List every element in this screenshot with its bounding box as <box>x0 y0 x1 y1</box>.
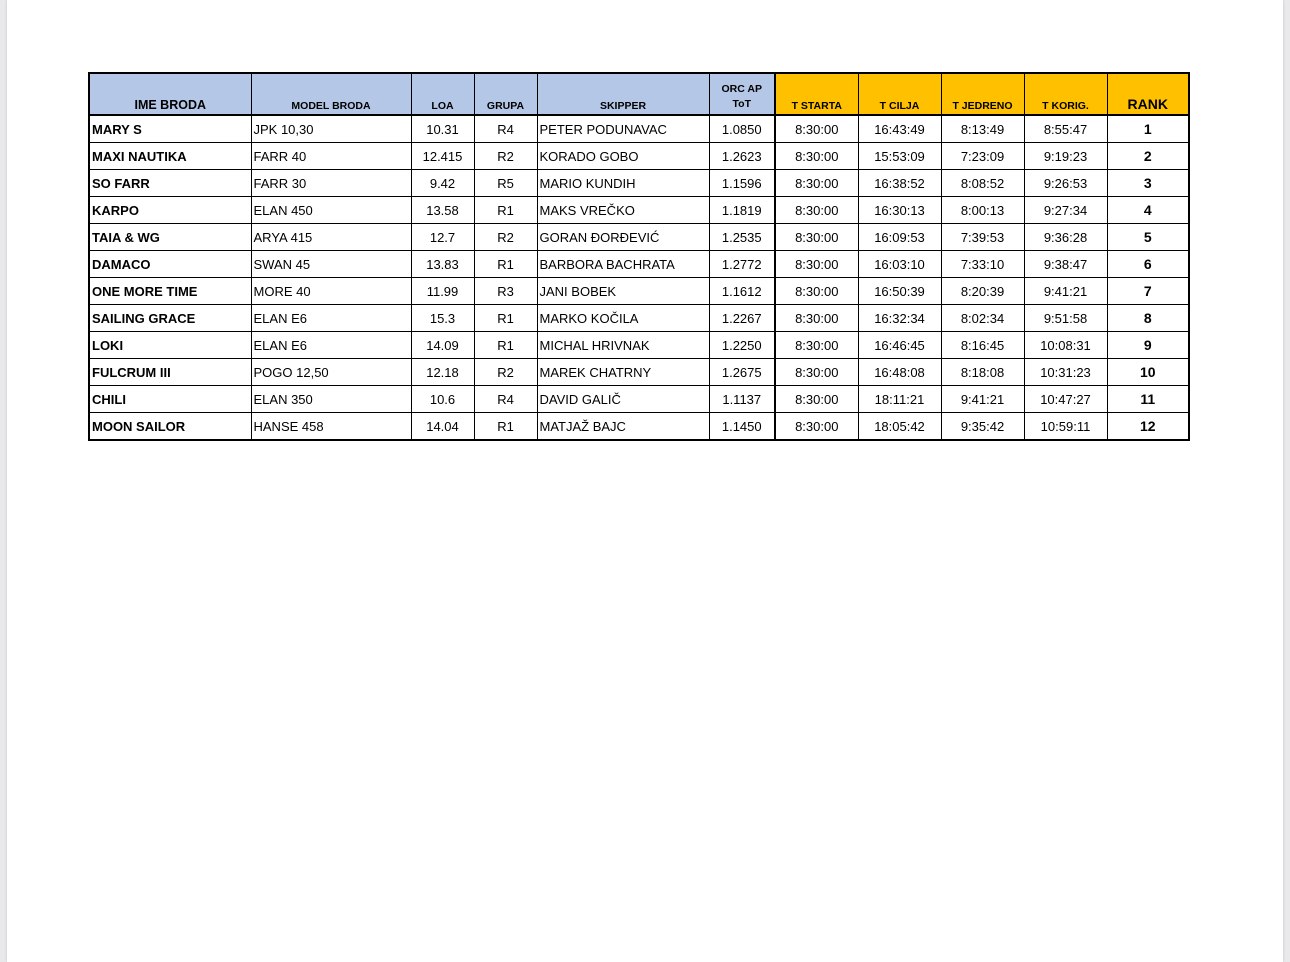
cell-t-korig: 10:08:31 <box>1024 332 1107 359</box>
cell-loa: 10.6 <box>411 386 474 413</box>
table-row <box>89 332 1189 359</box>
table-row <box>89 305 1189 332</box>
cell-t-korig: 9:51:58 <box>1024 305 1107 332</box>
cell-rank: 1 <box>1107 115 1189 143</box>
cell-t-cilja: 16:46:45 <box>858 332 941 359</box>
cell-boat-model: JPK 10,30 <box>251 115 411 143</box>
cell-boat-name: FULCRUM III <box>89 359 251 386</box>
table-row <box>89 251 1189 278</box>
cell-rank: 8 <box>1107 305 1189 332</box>
cell-t-cilja: 16:43:49 <box>858 115 941 143</box>
cell-t-jedreno: 7:23:09 <box>941 143 1024 170</box>
cell-grupa: R2 <box>474 143 537 170</box>
cell-t-starta: 8:30:00 <box>775 197 858 224</box>
cell-t-cilja: 18:11:21 <box>858 386 941 413</box>
cell-boat-name: SO FARR <box>89 170 251 197</box>
cell-t-jedreno: 8:13:49 <box>941 115 1024 143</box>
cell-rank: 10 <box>1107 359 1189 386</box>
cell-t-korig: 9:26:53 <box>1024 170 1107 197</box>
cell-t-starta: 8:30:00 <box>775 386 858 413</box>
table-row <box>89 386 1189 413</box>
header-rank: RANK <box>1107 73 1189 115</box>
cell-boat-model: ARYA 415 <box>251 224 411 251</box>
cell-t-starta: 8:30:00 <box>775 278 858 305</box>
cell-rank: 5 <box>1107 224 1189 251</box>
cell-t-jedreno: 8:02:34 <box>941 305 1024 332</box>
cell-boat-model: ELAN E6 <box>251 332 411 359</box>
cell-orc: 1.2250 <box>709 332 775 359</box>
cell-boat-model: MORE 40 <box>251 278 411 305</box>
cell-skipper: PETER PODUNAVAC <box>537 115 709 143</box>
cell-boat-name: KARPO <box>89 197 251 224</box>
cell-rank: 2 <box>1107 143 1189 170</box>
cell-t-korig: 10:47:27 <box>1024 386 1107 413</box>
cell-t-starta: 8:30:00 <box>775 413 858 441</box>
cell-grupa: R1 <box>474 305 537 332</box>
cell-t-cilja: 16:50:39 <box>858 278 941 305</box>
cell-t-starta: 8:30:00 <box>775 359 858 386</box>
cell-rank: 3 <box>1107 170 1189 197</box>
cell-boat-model: SWAN 45 <box>251 251 411 278</box>
cell-orc: 1.2675 <box>709 359 775 386</box>
cell-loa: 13.58 <box>411 197 474 224</box>
header-model-broda: MODEL BRODA <box>251 73 411 115</box>
header-orc-ap-tot <box>709 73 775 115</box>
cell-loa: 10.31 <box>411 115 474 143</box>
cell-loa: 9.42 <box>411 170 474 197</box>
cell-boat-name: SAILING GRACE <box>89 305 251 332</box>
cell-loa: 12.7 <box>411 224 474 251</box>
cell-orc: 1.1596 <box>709 170 775 197</box>
cell-loa: 12.18 <box>411 359 474 386</box>
cell-skipper: MICHAL HRIVNAK <box>537 332 709 359</box>
table-row <box>89 170 1189 197</box>
cell-grupa: R4 <box>474 386 537 413</box>
cell-rank: 11 <box>1107 386 1189 413</box>
cell-t-cilja: 16:48:08 <box>858 359 941 386</box>
table-row <box>89 143 1189 170</box>
cell-grupa: R1 <box>474 332 537 359</box>
cell-skipper: DAVID GALIČ <box>537 386 709 413</box>
cell-t-starta: 8:30:00 <box>775 170 858 197</box>
cell-boat-model: ELAN 450 <box>251 197 411 224</box>
cell-grupa: R5 <box>474 170 537 197</box>
cell-t-korig: 9:36:28 <box>1024 224 1107 251</box>
cell-grupa: R1 <box>474 413 537 441</box>
cell-boat-model: ELAN 350 <box>251 386 411 413</box>
cell-boat-name: TAIA & WG <box>89 224 251 251</box>
cell-orc: 1.1819 <box>709 197 775 224</box>
cell-loa: 15.3 <box>411 305 474 332</box>
table-row <box>89 115 1189 143</box>
cell-orc: 1.2535 <box>709 224 775 251</box>
document-page <box>7 0 1283 962</box>
cell-t-cilja: 16:32:34 <box>858 305 941 332</box>
cell-skipper: MARKO KOČILA <box>537 305 709 332</box>
cell-t-cilja: 16:03:10 <box>858 251 941 278</box>
cell-boat-name: MARY S <box>89 115 251 143</box>
header-t-starta: T STARTA <box>775 73 858 115</box>
cell-skipper: BARBORA BACHRATA <box>537 251 709 278</box>
cell-boat-model: FARR 40 <box>251 143 411 170</box>
cell-t-jedreno: 7:39:53 <box>941 224 1024 251</box>
cell-skipper: KORADO GOBO <box>537 143 709 170</box>
cell-grupa: R2 <box>474 359 537 386</box>
cell-boat-model: POGO 12,50 <box>251 359 411 386</box>
cell-orc: 1.1450 <box>709 413 775 441</box>
cell-boat-name: DAMACO <box>89 251 251 278</box>
cell-boat-name: MOON SAILOR <box>89 413 251 441</box>
cell-t-jedreno: 8:18:08 <box>941 359 1024 386</box>
cell-rank: 7 <box>1107 278 1189 305</box>
cell-boat-name: ONE MORE TIME <box>89 278 251 305</box>
cell-boat-name: MAXI NAUTIKA <box>89 143 251 170</box>
cell-loa: 14.09 <box>411 332 474 359</box>
cell-loa: 11.99 <box>411 278 474 305</box>
cell-t-korig: 10:31:23 <box>1024 359 1107 386</box>
cell-t-jedreno: 9:35:42 <box>941 413 1024 441</box>
cell-t-korig: 9:38:47 <box>1024 251 1107 278</box>
table-row <box>89 224 1189 251</box>
cell-t-starta: 8:30:00 <box>775 305 858 332</box>
table-row <box>89 197 1189 224</box>
cell-loa: 14.04 <box>411 413 474 441</box>
table-row <box>89 413 1189 441</box>
cell-orc: 1.1137 <box>709 386 775 413</box>
header-t-korig: T KORIG. <box>1024 73 1107 115</box>
cell-skipper: MARIO KUNDIH <box>537 170 709 197</box>
cell-t-jedreno: 7:33:10 <box>941 251 1024 278</box>
cell-t-jedreno: 8:16:45 <box>941 332 1024 359</box>
header-skipper: SKIPPER <box>537 73 709 115</box>
header-orc-line2: ToT <box>732 98 751 110</box>
cell-t-starta: 8:30:00 <box>775 332 858 359</box>
cell-orc: 1.2772 <box>709 251 775 278</box>
cell-boat-model: HANSE 458 <box>251 413 411 441</box>
cell-t-starta: 8:30:00 <box>775 251 858 278</box>
cell-t-korig: 10:59:11 <box>1024 413 1107 441</box>
header-orc-line1: ORC AP <box>721 83 762 95</box>
cell-rank: 9 <box>1107 332 1189 359</box>
cell-boat-model: ELAN E6 <box>251 305 411 332</box>
cell-t-korig: 9:27:34 <box>1024 197 1107 224</box>
cell-orc: 1.2623 <box>709 143 775 170</box>
cell-grupa: R1 <box>474 197 537 224</box>
cell-rank: 6 <box>1107 251 1189 278</box>
cell-t-korig: 9:19:23 <box>1024 143 1107 170</box>
cell-skipper: MAKS VREČKO <box>537 197 709 224</box>
results-table <box>88 72 1190 441</box>
cell-t-cilja: 18:05:42 <box>858 413 941 441</box>
cell-t-cilja: 16:09:53 <box>858 224 941 251</box>
header-row <box>89 73 1189 115</box>
results-table-wrapper <box>88 72 1190 441</box>
cell-orc: 1.2267 <box>709 305 775 332</box>
cell-skipper: GORAN ĐORĐEVIĆ <box>537 224 709 251</box>
cell-boat-model: FARR 30 <box>251 170 411 197</box>
header-t-cilja: T CILJA <box>858 73 941 115</box>
cell-t-starta: 8:30:00 <box>775 224 858 251</box>
cell-t-cilja: 16:30:13 <box>858 197 941 224</box>
cell-skipper: JANI BOBEK <box>537 278 709 305</box>
cell-t-jedreno: 9:41:21 <box>941 386 1024 413</box>
header-t-jedreno: T JEDRENO <box>941 73 1024 115</box>
cell-t-starta: 8:30:00 <box>775 115 858 143</box>
header-grupa: GRUPA <box>474 73 537 115</box>
cell-loa: 13.83 <box>411 251 474 278</box>
cell-t-korig: 8:55:47 <box>1024 115 1107 143</box>
cell-skipper: MAREK CHATRNY <box>537 359 709 386</box>
cell-rank: 4 <box>1107 197 1189 224</box>
cell-loa: 12.415 <box>411 143 474 170</box>
cell-t-jedreno: 8:08:52 <box>941 170 1024 197</box>
cell-boat-name: LOKI <box>89 332 251 359</box>
cell-grupa: R1 <box>474 251 537 278</box>
cell-boat-name: CHILI <box>89 386 251 413</box>
cell-t-jedreno: 8:00:13 <box>941 197 1024 224</box>
cell-t-cilja: 16:38:52 <box>858 170 941 197</box>
results-body <box>89 115 1189 440</box>
cell-grupa: R2 <box>474 224 537 251</box>
cell-grupa: R4 <box>474 115 537 143</box>
cell-orc: 1.1612 <box>709 278 775 305</box>
header-loa: LOA <box>411 73 474 115</box>
header-ime-broda: IME BRODA <box>89 73 251 115</box>
cell-t-cilja: 15:53:09 <box>858 143 941 170</box>
cell-t-starta: 8:30:00 <box>775 143 858 170</box>
cell-grupa: R3 <box>474 278 537 305</box>
cell-t-korig: 9:41:21 <box>1024 278 1107 305</box>
table-row <box>89 359 1189 386</box>
cell-rank: 12 <box>1107 413 1189 441</box>
cell-orc: 1.0850 <box>709 115 775 143</box>
cell-skipper: MATJAŽ BAJC <box>537 413 709 441</box>
cell-t-jedreno: 8:20:39 <box>941 278 1024 305</box>
table-row <box>89 278 1189 305</box>
